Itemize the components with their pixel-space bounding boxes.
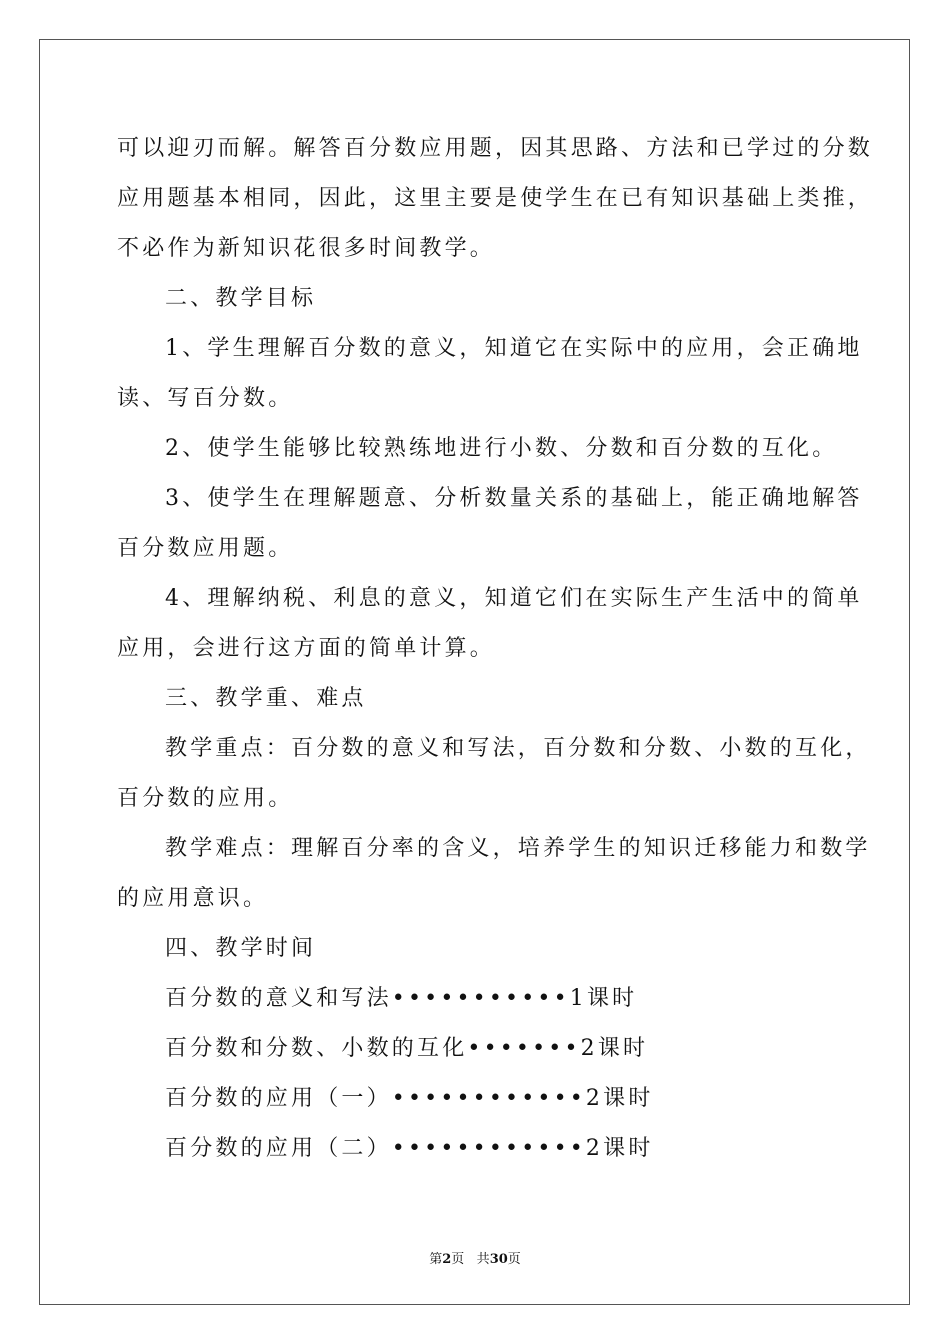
page-suffix: 页	[451, 1252, 465, 1267]
body-text-line: 应用题基本相同，因此，这里主要是使学生在已有知识基础上类推，	[117, 186, 874, 211]
key-point-line: 百分数的应用。	[117, 786, 294, 811]
body-text-line: 不必作为新知识花很多时间教学。	[117, 236, 496, 261]
section-heading-schedule: 四、教学时间	[165, 936, 317, 961]
page-prefix: 第	[429, 1252, 443, 1267]
schedule-item: 百分数和分数、小数的互化•••••••2课时	[165, 1036, 649, 1061]
goal-4-line: 应用，会进行这方面的简单计算。	[117, 636, 496, 661]
schedule-item: 百分数的意义和写法•••••••••••1课时	[165, 986, 638, 1011]
total-prefix: 共	[476, 1252, 490, 1267]
goal-2-line: 2、使学生能够比较熟练地进行小数、分数和百分数的互化。	[165, 436, 838, 461]
total-pages: 30	[489, 1252, 508, 1267]
difficult-point-line: 教学难点：理解百分率的含义，培养学生的知识迁移能力和数学	[165, 836, 871, 861]
goal-3-line: 3、使学生在理解题意、分析数量关系的基础上，能正确地解答	[165, 486, 863, 511]
goal-3-line: 百分数应用题。	[117, 536, 294, 561]
section-heading-key-points: 三、教学重、难点	[165, 686, 367, 711]
section-heading-goals: 二、教学目标	[165, 286, 317, 311]
goal-4-line: 4、理解纳税、利息的意义，知道它们在实际生产生活中的简单	[165, 586, 863, 611]
key-point-line: 教学重点：百分数的意义和写法，百分数和分数、小数的互化，	[165, 736, 871, 761]
body-text-line: 可以迎刃而解。解答百分数应用题，因其思路、方法和已学过的分数	[117, 136, 874, 161]
document-body	[117, 124, 874, 1174]
goal-1-line: 1、学生理解百分数的意义，知道它在实际中的应用，会正确地	[165, 336, 863, 361]
goal-1-line: 读、写百分数。	[117, 386, 294, 411]
page-number: 2	[442, 1252, 452, 1267]
difficult-point-line: 的应用意识。	[117, 886, 269, 911]
schedule-item: 百分数的应用（二）••••••••••••2课时	[165, 1136, 654, 1161]
total-suffix: 页	[507, 1252, 521, 1267]
page-footer	[0, 1248, 950, 1267]
schedule-item: 百分数的应用（一）••••••••••••2课时	[165, 1086, 654, 1111]
